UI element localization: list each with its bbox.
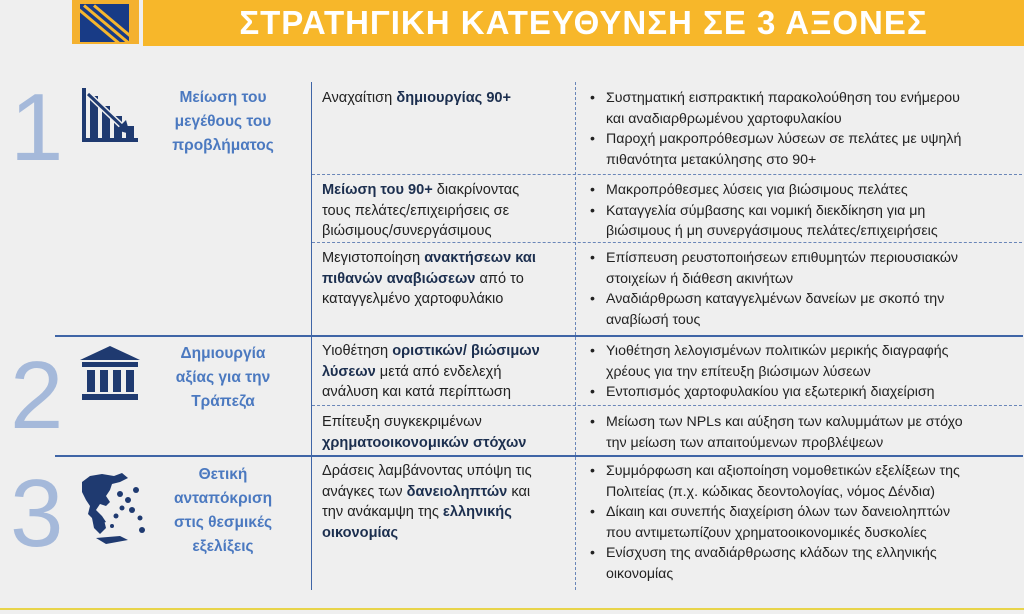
objective-text: διακρίνοντας [432, 182, 520, 198]
bullet-line: • Συστηματική εισπρακτική παρακολούθηση του ενήμερου [606, 90, 960, 106]
axis-3-label: Θετική ανταπόκριση στις θεσμικές εξελίξεις [173, 466, 273, 555]
action-list [586, 341, 991, 403]
axis-1-label: Μείωση του μεγέθους του προβλήματος [172, 89, 274, 154]
bullet-item [586, 180, 991, 201]
objective-line [322, 461, 567, 482]
bottom-rule [0, 608, 1024, 610]
action-list [586, 461, 991, 584]
emphasis-text: Μείωση του 90+ [322, 182, 433, 198]
objective-line [322, 341, 567, 362]
bullet-line: και αναδιαρθρωμένου χαρτοφυλακίου [606, 110, 842, 127]
objective-cell [322, 341, 567, 403]
row-divider [312, 242, 1022, 243]
axis-divider-1 [55, 335, 1023, 337]
objective-text: βιώσιμους/συνεργάσιμους [322, 223, 492, 239]
bullet-line: • Συμμόρφωση και αξιοποίηση νομοθετικών εξελίξεων της [606, 463, 960, 479]
bullet-item [586, 88, 991, 129]
objective-text: και [507, 483, 531, 500]
column-divider-right [575, 82, 576, 590]
bullet-item [586, 461, 991, 502]
objective-line [322, 412, 567, 433]
objective-text: Δράσεις λαμβάνοντας υπόψη τις [322, 463, 532, 479]
objective-cell [322, 88, 567, 109]
bullet-line: χρέους για την επίτευξη βιώσιμων λύσεων [606, 363, 871, 380]
bullet-item [586, 502, 991, 543]
column-divider-left [311, 82, 312, 590]
bullet-item [586, 382, 991, 403]
objective-line [322, 482, 567, 503]
axis-2-number: 2 [10, 342, 64, 449]
bullet-line: • Υιοθέτηση λελογισμένων πολιτικών μερικής διαγραφής [606, 343, 949, 359]
axis-3-number: 3 [10, 460, 64, 567]
emphasis-text: οριστικών/ βιώσιμων [392, 343, 540, 359]
emphasis-text: ελληνικής [442, 504, 512, 520]
objective-line [322, 362, 567, 383]
bullet-line: • Μακροπρόθεσμες λύσεις για βιώσιμους πελάτες [606, 182, 908, 198]
bullet-item [586, 543, 991, 584]
bullet-item [586, 412, 991, 453]
emphasis-text: οικονομίας [322, 524, 399, 541]
objective-line [322, 201, 567, 222]
objective-text: Μεγιστοποίηση [322, 250, 425, 266]
action-list [586, 248, 991, 330]
objective-text: ανάγκες των [322, 483, 407, 500]
bullet-line: • Δίκαιη και συνεπής διαχείριση όλων των δανειοληπτών [606, 504, 951, 520]
objective-line [322, 180, 567, 201]
objective-line [322, 221, 567, 242]
page-title: ΣΤΡΑΤΗΓΙΚΗ ΚΑΤΕΥΘΥΝΣΗ ΣΕ 3 ΑΞΟΝΕΣ [239, 4, 928, 41]
objective-text: την ανάκαμψη της [322, 504, 443, 520]
bullet-item [586, 201, 991, 242]
emphasis-text: λύσεων [322, 363, 376, 380]
bullet-line: • Αναδιάρθρωση καταγγελμένων δανείων με σκοπό την [606, 291, 945, 307]
objective-line [322, 382, 567, 403]
objective-line [322, 248, 567, 269]
objective-cell [322, 248, 567, 310]
objective-line [322, 88, 567, 109]
objective-text: Αναχαίτιση [322, 90, 397, 106]
bullet-line: βιώσιμους ή μη συνεργάσιμους πελάτες/επιχειρήσεις [606, 223, 938, 239]
bullet-line: • Εντοπισμός χαρτοφυλακίου για εξωτερική διαχείριση [606, 384, 935, 400]
row-divider [312, 174, 1022, 175]
bullet-item [586, 289, 991, 330]
axis-2-label: Δημιουργία αξίας για την Τράπεζα [175, 345, 271, 410]
objective-cell [322, 412, 567, 453]
action-list [586, 412, 991, 453]
objective-text: Υιοθέτηση [322, 343, 393, 359]
objective-text: καταγγελμένο χαρτοφυλάκιο [322, 291, 504, 307]
axis-1-number: 1 [10, 74, 64, 181]
bullet-item [586, 248, 991, 289]
emphasis-text: ανακτήσεων και [424, 250, 536, 266]
action-list [586, 180, 991, 242]
bullet-line: • Καταγγελία σύμβασης και νομική διεκδίκηση για μη [606, 202, 926, 219]
bullet-line: • Παροχή μακροπρόθεσμων λύσεων σε πελάτες με υψηλή [606, 131, 962, 147]
row-divider [312, 405, 1022, 406]
bullet-line: που αντιμετωπίζουν χρηματοοικονομικές δυσκολίες [606, 524, 927, 541]
bullet-item [586, 341, 991, 382]
bullet-line: • Επίσπευση ρευστοποιήσεων επιθυμητών περιουσιακών [606, 250, 959, 266]
bullet-item [586, 129, 991, 170]
objective-line [322, 289, 567, 310]
bank-logo [72, 0, 139, 44]
emphasis-text: δημιουργίας 90+ [396, 90, 512, 106]
greece-map-icon [76, 470, 150, 548]
objective-text: τους πελάτες/επιχειρήσεις σε [322, 202, 510, 219]
objective-line [322, 502, 567, 523]
bullet-line: • Μείωση των NPLs και αύξηση των καλυμμάτων με στόχο [606, 414, 963, 430]
bullet-line: οικονομίας [606, 565, 674, 582]
bullet-line: πιθανότητα μετακύλησης στο 90+ [606, 151, 817, 168]
objective-line [322, 523, 567, 544]
declining-chart-icon [80, 86, 140, 144]
axis-divider-2 [55, 455, 1023, 457]
objective-text: ανάλυση και κατά περίπτωση [322, 384, 511, 400]
objective-cell [322, 180, 567, 242]
bullet-line: την μείωση των απαιτούμενων προβλέψεων [606, 434, 884, 451]
action-list [586, 88, 991, 170]
objective-text: μετά από ενδελεχή [375, 363, 502, 380]
bullet-line: στοιχείων ή διάθεση ακινήτων [606, 270, 794, 287]
objective-text: από το [475, 270, 524, 287]
bullet-line: Πολιτείας (π.χ. κώδικας δεοντολογίας, νόμος Δένδια) [606, 483, 935, 500]
bank-building-icon [78, 344, 142, 402]
bullet-line: • Ενίσχυση της αναδιάρθρωσης κλάδων της ελληνικής [606, 545, 937, 561]
objective-text: Επίτευξη συγκεκριμένων [322, 414, 482, 430]
objective-line [322, 433, 567, 454]
emphasis-text: πιθανών αναβιώσεων [322, 270, 476, 287]
emphasis-text: δανειοληπτών [406, 483, 508, 500]
objective-line [322, 269, 567, 290]
objective-cell [322, 461, 567, 543]
bullet-line: αναβίωσή τους [606, 311, 701, 328]
emphasis-text: χρηματοοικονομικών στόχων [322, 434, 527, 451]
title-bar [143, 0, 1024, 46]
